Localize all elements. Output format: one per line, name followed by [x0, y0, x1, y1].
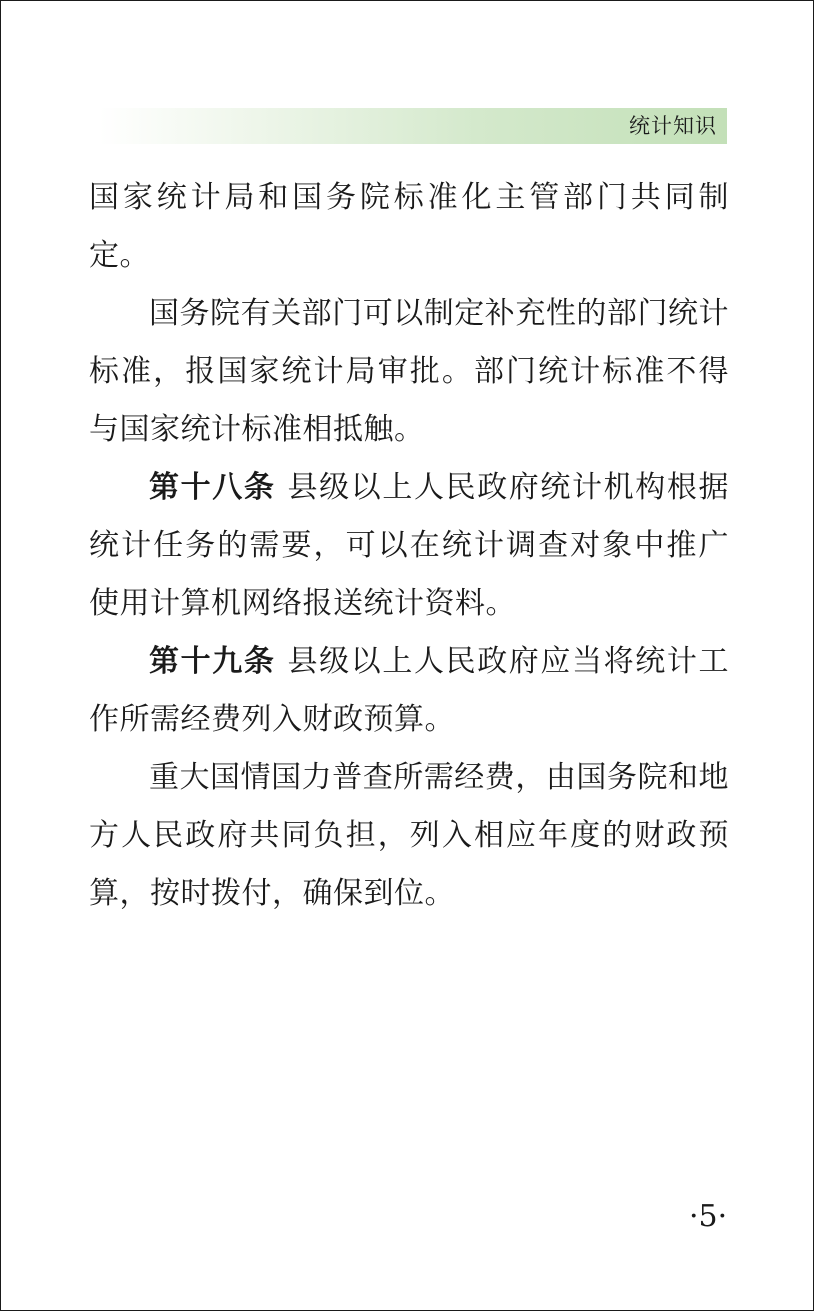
- paragraph-text: 重大国情国力普查所需经费，由国务院和地方人民政府共同负担，列入相应年度的财政预算，按时拨付，确保到位。: [89, 760, 729, 911]
- article-18: [89, 459, 729, 633]
- paragraph-text: 国家统计局和国务院标准化主管部门共同制定。: [89, 180, 729, 273]
- section-header-band: [99, 108, 727, 144]
- page-number: ·5·: [689, 1199, 728, 1234]
- article-19: [89, 633, 729, 749]
- paragraph-text: 国务院有关部门可以制定补充性的部门统计标准，报国家统计局审批。部门统计标准不得与国家统计标准相抵触。: [89, 296, 729, 447]
- body-text: [89, 169, 729, 923]
- paragraph-5: [89, 749, 729, 923]
- section-label: 统计知识: [629, 114, 717, 138]
- article-number: 第十八条: [149, 470, 276, 505]
- paragraph-2: [89, 285, 729, 459]
- paragraph-1: [89, 169, 729, 285]
- paragraph-text: 县级以上人民政府应当将统计工作所需经费列入财政预算。: [89, 644, 730, 737]
- paragraph-text: 县级以上人民政府统计机构根据统计任务的需要，可以在统计调查对象中推广使用计算机网络报送统计资料。: [89, 470, 730, 621]
- article-number: 第十九条: [149, 644, 276, 679]
